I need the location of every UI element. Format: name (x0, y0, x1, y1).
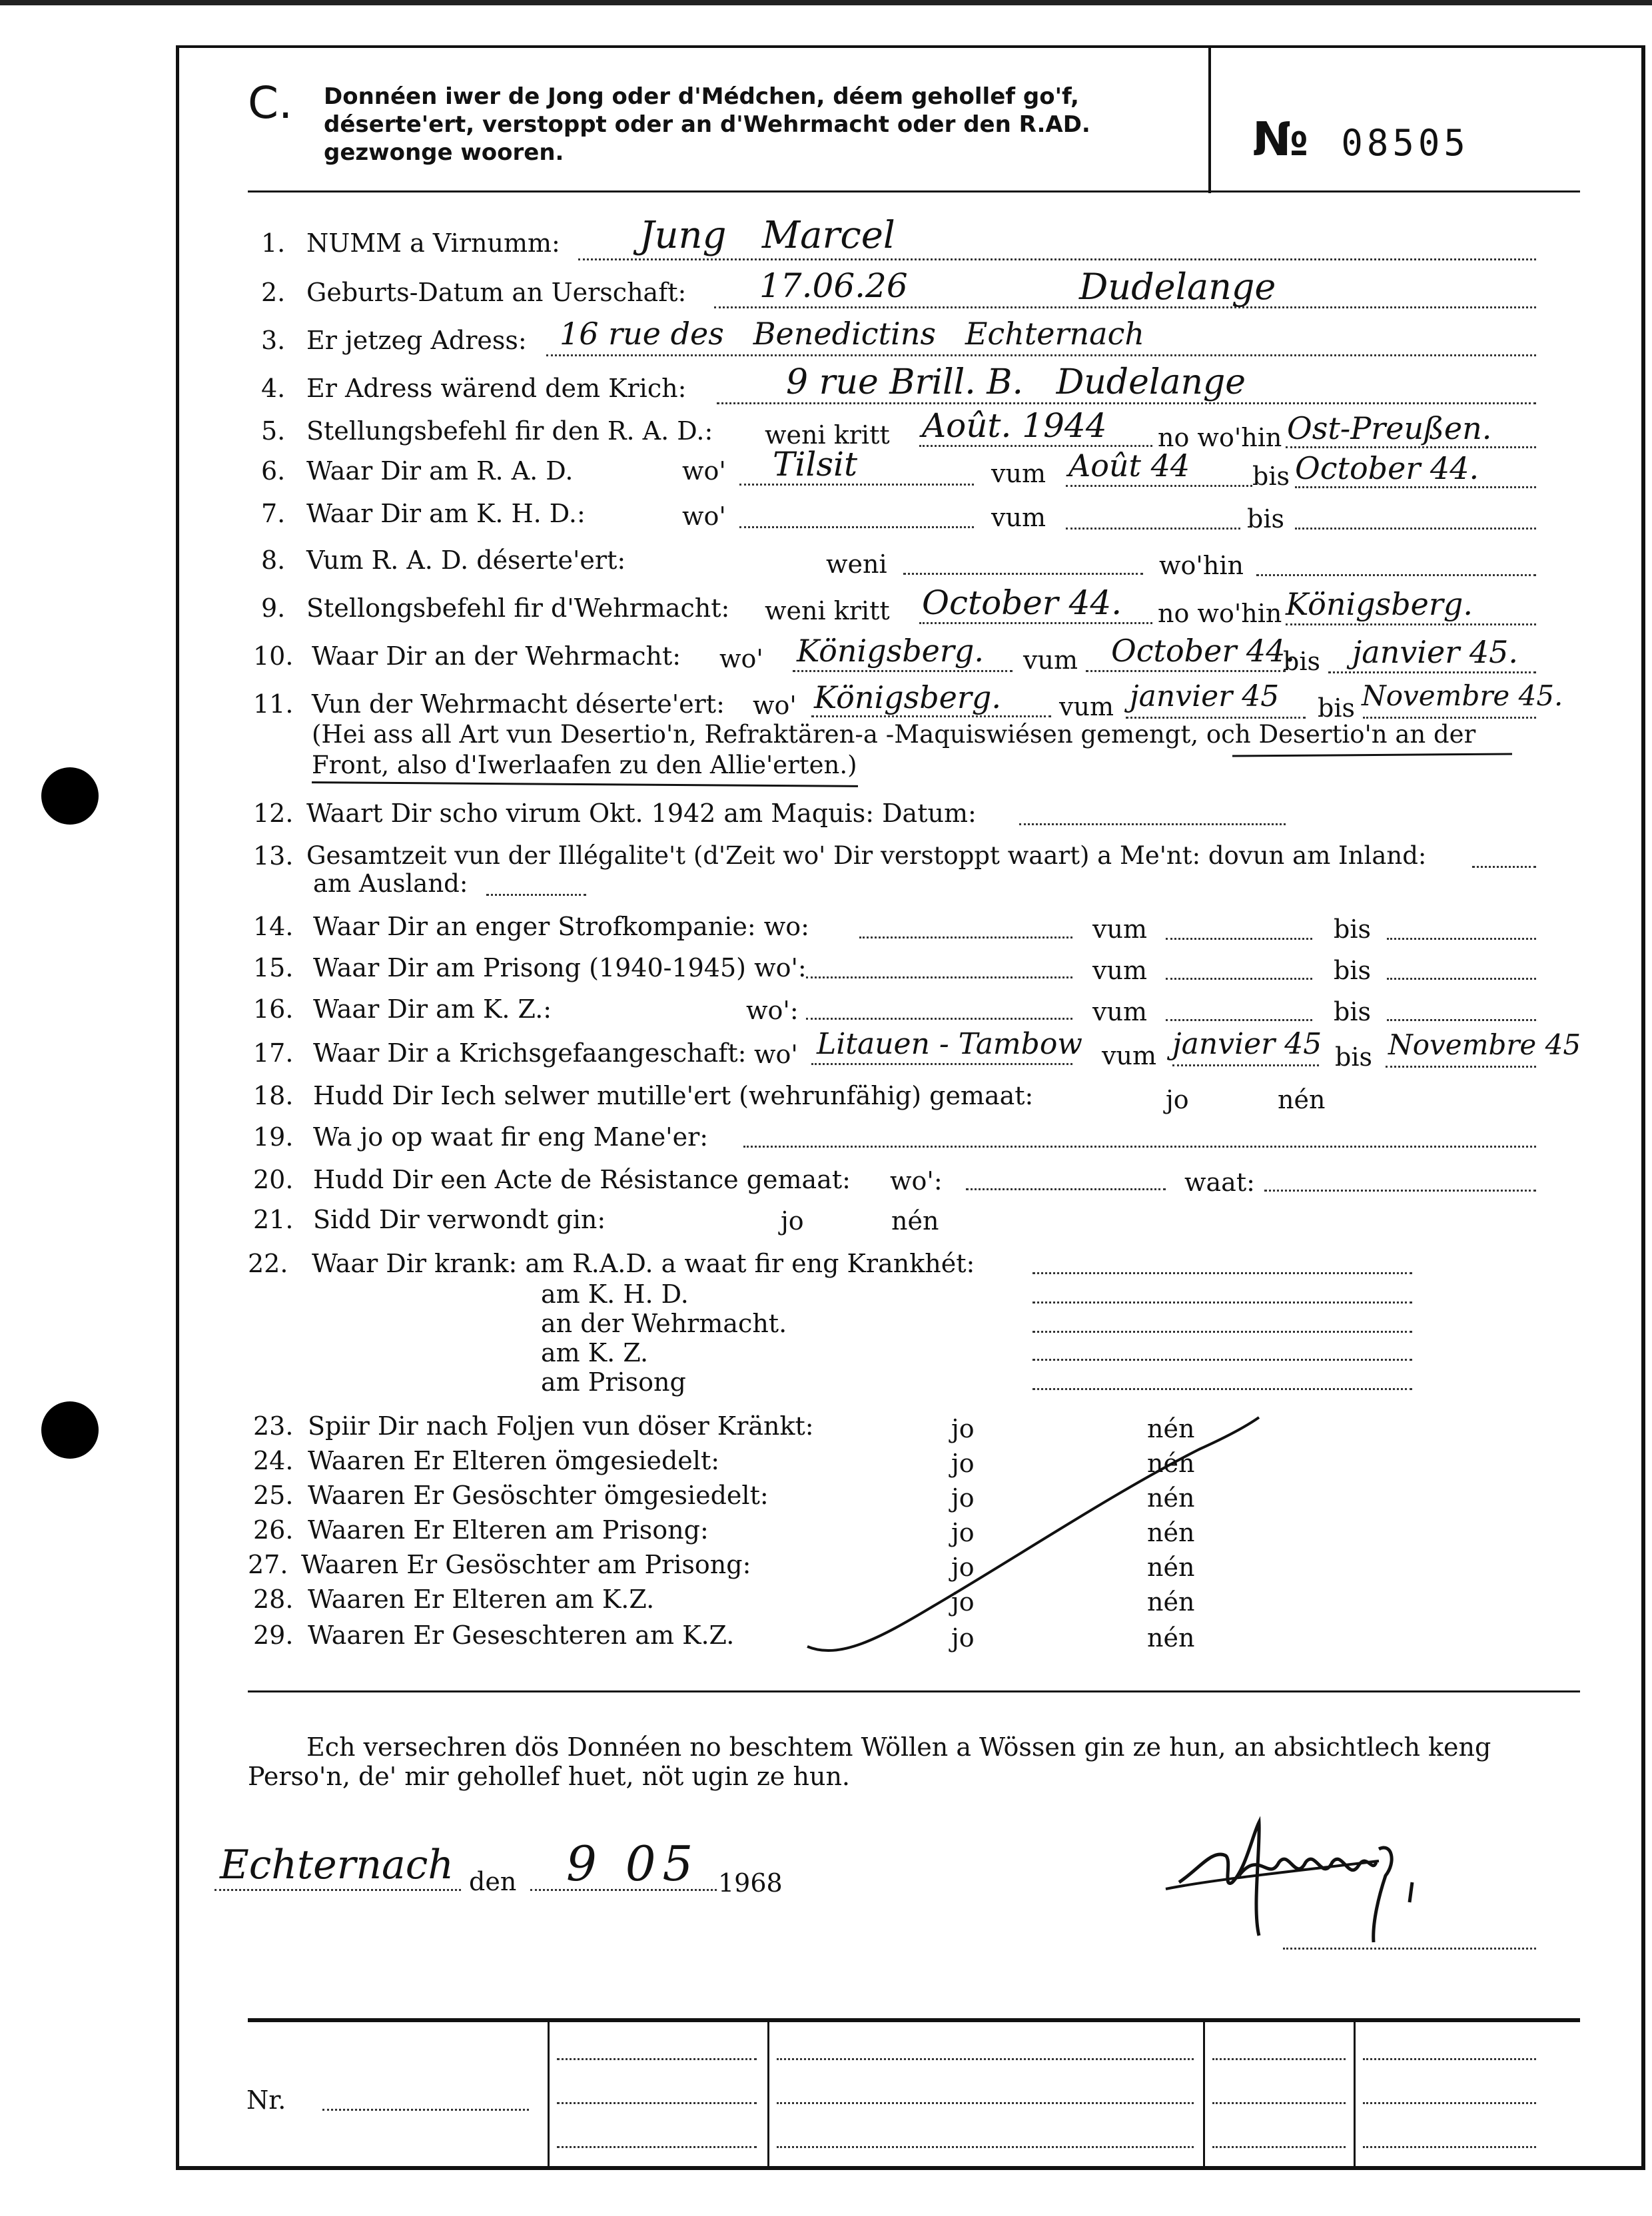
q9-weni-line (919, 622, 1152, 624)
q29-num: 29. (253, 1621, 294, 1650)
q20-wo-label: wo': (890, 1166, 943, 1196)
q11-bis-line (1363, 717, 1536, 719)
q24-label: Waaren Er Elteren ömgesiedelt: (308, 1446, 720, 1475)
q28-num: 28. (253, 1585, 294, 1614)
q24-jo: jo (951, 1449, 975, 1478)
q2-num: 2. (261, 278, 286, 307)
q12-label: Waart Dir scho virum Okt. 1942 am Maquis: Datum: (306, 799, 977, 828)
form-number-box (1252, 112, 1469, 167)
q11-wo: Königsberg. (814, 679, 1001, 715)
footer-c4-l2 (1212, 2102, 1346, 2104)
q10-bis: janvier 45. (1352, 634, 1519, 670)
q22-line-3 (1032, 1359, 1412, 1361)
q14-bis-line (1387, 938, 1536, 940)
q11-note-1: (Hei ass all Art vun Desertio'n, Refraktären-a -Maquiswiésen gemengt, och Desertio'n an der (312, 720, 1476, 749)
signature-place: Echternach (220, 1842, 454, 1888)
q29-nen: nén (1147, 1623, 1195, 1653)
q22-line-1 (1032, 1301, 1412, 1303)
q23-num: 23. (253, 1411, 294, 1441)
q15-vum-line (1166, 978, 1312, 980)
declaration-rule (248, 1690, 1580, 1692)
q8-label: Vum R. A. D. déserte'ert: (306, 546, 626, 575)
q25-num: 25. (253, 1481, 294, 1510)
q13-inland-line (1472, 866, 1536, 868)
q6-vum: Août 44 (1068, 448, 1190, 484)
q8-num: 8. (261, 546, 286, 575)
q9-wohin-label: no wo'hin (1158, 599, 1282, 628)
footer-nr-label: Nr. (246, 2085, 286, 2115)
q15-label: Waar Dir am Prisong (1940-1945) wo': (313, 953, 807, 982)
q11-wo-label: wo' (753, 691, 797, 720)
q4-label: Er Adress wärend dem Krich: (306, 374, 687, 403)
q26-nen: nén (1147, 1518, 1195, 1547)
q2-place: Dudelange (1079, 266, 1276, 308)
signature-year: 1968 (718, 1868, 783, 1898)
q7-num: 7. (261, 499, 286, 528)
form-number: 08505 (1341, 122, 1469, 164)
section-letter: C. (248, 77, 293, 129)
q23-jo: jo (951, 1414, 975, 1443)
q20-num: 20. (253, 1165, 294, 1194)
q7-vum-line (1066, 528, 1240, 530)
q22-line-4 (1032, 1388, 1412, 1390)
q1-line (578, 258, 1536, 260)
q15-num: 15. (253, 953, 294, 982)
q26-num: 26. (253, 1515, 294, 1545)
q29-jo: jo (951, 1623, 975, 1653)
q23-label: Spiir Dir nach Foljen vun döser Kränkt: (308, 1411, 814, 1441)
q1-label: NUMM a Virnumm: (306, 228, 560, 258)
top-edge-line (0, 0, 1652, 5)
q25-nen: nén (1147, 1483, 1195, 1513)
q17-wo-label: wo' (754, 1040, 798, 1069)
footer-c2-l3 (557, 2146, 757, 2148)
q16-wo-line (806, 1018, 1072, 1020)
q28-jo: jo (951, 1587, 975, 1617)
q22-line-0 (1032, 1272, 1412, 1274)
q6-bis: October 44. (1295, 450, 1479, 486)
q6-wo: Tilsit (773, 445, 858, 484)
q10-bis-label: bis (1283, 647, 1320, 676)
q16-num: 16. (253, 994, 294, 1024)
q20-waat-label: waat: (1184, 1168, 1255, 1197)
footer-c5-l3 (1363, 2146, 1536, 2148)
q8-weni-label: weni (826, 550, 887, 579)
q15-vum-label: vum (1092, 956, 1147, 985)
q13-label-2: am Ausland: (313, 869, 468, 898)
q18-num: 18. (253, 1081, 294, 1110)
q21-nen: nén (891, 1206, 939, 1236)
q17-vum-label: vum (1102, 1041, 1156, 1070)
q19-line (743, 1146, 1536, 1148)
q20-waat-line (1264, 1190, 1536, 1192)
q17-bis-line (1386, 1066, 1536, 1068)
q13-ausland-line (486, 894, 586, 896)
q4-num: 4. (261, 374, 286, 403)
place-line (214, 1889, 461, 1891)
q19-label: Wa jo op waat fir eng Mane'er: (313, 1122, 709, 1152)
q10-bis-line (1328, 671, 1536, 673)
q29-label: Waaren Er Geseschteren am K.Z. (308, 1621, 735, 1650)
q17-wo: Litauen - Tambow (817, 1027, 1082, 1061)
q28-nen: nén (1147, 1587, 1195, 1617)
q16-bis-line (1387, 1019, 1536, 1021)
q6-bis-line (1295, 486, 1536, 488)
q11-num: 11. (253, 689, 294, 719)
q6-wo-label: wo' (682, 456, 726, 486)
q27-nen: nén (1147, 1553, 1195, 1582)
footer-c2-l1 (557, 2058, 757, 2060)
signature-line (1283, 1948, 1536, 1950)
q3-num: 3. (261, 326, 286, 355)
q14-bis-label: bis (1334, 915, 1371, 944)
footer-rule-top (248, 2018, 1580, 2022)
declaration-line-1: Ech versechren dös Donnéen no beschtem Wöllen a Wössen gin ze hun, an absichtlech keng (306, 1732, 1491, 1762)
q2-label: Geburts-Datum an Uerschaft: (306, 278, 687, 307)
q14-label: Waar Dir an enger Strofkompanie: wo: (313, 912, 809, 941)
q14-vum-line (1166, 938, 1312, 940)
q15-bis-line (1387, 978, 1536, 980)
footer-c3-l3 (777, 2146, 1194, 2148)
q9-label: Stellongsbefehl fir d'Wehrmacht: (306, 593, 730, 623)
q19-num: 19. (253, 1122, 294, 1152)
footer-nr-line (322, 2109, 529, 2111)
q27-num: 27. (248, 1550, 288, 1579)
q3-label: Er jetzeg Adress: (306, 326, 527, 355)
q23-nen: nén (1147, 1414, 1195, 1443)
q22-num: 22. (248, 1249, 288, 1278)
number-sign: № (1252, 112, 1309, 167)
q9-weni-label: weni kritt (765, 596, 890, 625)
q14-num: 14. (253, 912, 294, 941)
cross-out-stroke (799, 1412, 1266, 1665)
footer-c4-l3 (1212, 2146, 1346, 2148)
q21-label: Sidd Dir verwondt gin: (313, 1205, 606, 1234)
q11-bis-label: bis (1318, 693, 1355, 723)
q1-value: Jung Marcel (639, 214, 895, 257)
footer-divider-1 (548, 2022, 550, 2166)
q15-wo-line (806, 976, 1072, 978)
q24-num: 24. (253, 1446, 294, 1475)
q6-wo-line (739, 484, 974, 486)
punch-hole-top (41, 767, 99, 825)
footer-c3-l1 (777, 2058, 1194, 2060)
q18-nen: nén (1278, 1085, 1326, 1114)
q28-label: Waaren Er Elteren am K.Z. (308, 1585, 655, 1614)
q18-jo: jo (1166, 1085, 1189, 1114)
q14-vum-label: vum (1092, 915, 1147, 944)
q16-label: Waar Dir am K. Z.: (313, 994, 552, 1024)
q14-wo-line (859, 936, 1072, 938)
q12-line (1019, 823, 1286, 825)
q10-wo-line (793, 670, 1013, 672)
footer-c5-l2 (1363, 2102, 1536, 2104)
q16-vum-label: vum (1092, 997, 1147, 1026)
q15-bis-label: bis (1334, 956, 1371, 985)
footer-c3-l2 (777, 2102, 1194, 2104)
footer-divider-2 (767, 2022, 769, 2166)
declaration-line-2: Perso'n, de' mir gehollef huet, nöt ugin ze hun. (248, 1762, 851, 1791)
q8-weni-line (903, 573, 1143, 575)
q6-bis-label: bis (1252, 462, 1290, 491)
q17-bis-label: bis (1335, 1042, 1372, 1072)
footer-c4-l1 (1212, 2058, 1346, 2060)
q10-num: 10. (253, 641, 294, 671)
q2-date: 17.06.26 (759, 266, 908, 305)
footer-divider-4 (1354, 2022, 1356, 2166)
q11-label: Vun der Wehrmacht déserte'ert: (312, 689, 725, 719)
q5-wohin-label: no wo'hin (1158, 423, 1282, 452)
q7-wo-line (739, 526, 974, 528)
q10-vum-label: vum (1023, 645, 1078, 675)
q7-vum-label: vum (991, 503, 1046, 532)
q9-wohin-line (1286, 623, 1536, 625)
q10-wo: Königsberg. (797, 633, 984, 669)
q22-sub-2: an der Wehrmacht. (541, 1309, 787, 1338)
q11-vum-label: vum (1059, 692, 1114, 721)
q10-label: Waar Dir an der Wehrmacht: (312, 641, 681, 671)
q8-wohin-line (1256, 574, 1536, 576)
q5-weni-label: weni kritt (765, 420, 890, 450)
q11-wo-line (811, 715, 1051, 717)
q22-sub-4: am Prisong (541, 1367, 686, 1397)
q11-vum-line (1126, 717, 1306, 719)
q9-num: 9. (261, 593, 286, 623)
footer-divider-3 (1203, 2022, 1205, 2166)
q25-label: Waaren Er Gesöschter ömgesiedelt: (308, 1481, 769, 1510)
q1-num: 1. (261, 228, 286, 258)
q17-num: 17. (253, 1038, 294, 1068)
q27-jo: jo (951, 1553, 975, 1582)
q17-vum-line (1172, 1064, 1319, 1066)
q24-nen: nén (1147, 1449, 1195, 1478)
q7-bis-label: bis (1247, 504, 1284, 534)
q16-vum-line (1166, 1019, 1312, 1021)
q4-value: 9 rue Brill. B. Dudelange (786, 362, 1246, 402)
q21-jo: jo (781, 1206, 804, 1236)
q9-weni: October 44. (922, 583, 1122, 622)
q7-bis-line (1295, 528, 1536, 530)
q11-vum: janvier 45 (1130, 679, 1280, 713)
signature-date: 9 05 (566, 1836, 700, 1892)
q4-line (717, 402, 1536, 404)
footer-c5-l1 (1363, 2058, 1536, 2060)
q3-line (546, 354, 1536, 356)
q10-wo-label: wo' (719, 644, 763, 673)
q10-vum-line (1086, 670, 1286, 672)
q11-bis: Novembre 45. (1362, 679, 1563, 712)
q3-value: 16 rue des Benedictins Echternach (560, 316, 1144, 352)
q17-wo-line (811, 1063, 1072, 1065)
q5-wohin-line (1286, 446, 1536, 448)
header-divider-vertical (1208, 45, 1211, 193)
q27-label: Waaren Er Gesöschter am Prisong: (301, 1550, 751, 1579)
q6-vum-label: vum (991, 459, 1046, 488)
q6-vum-line (1066, 485, 1252, 487)
q26-label: Waaren Er Elteren am Prisong: (308, 1515, 709, 1545)
q9-wohin: Königsberg. (1286, 586, 1473, 622)
q18-label: Hudd Dir Iech selwer mutille'ert (wehrunfähig) gemaat: (313, 1081, 1034, 1110)
q8-wohin-label: wo'hin (1159, 551, 1244, 580)
q12-num: 12. (253, 799, 294, 828)
punch-hole-bottom (41, 1401, 99, 1459)
q5-wohin: Ost-Preußen. (1287, 410, 1492, 446)
q7-wo-label: wo' (682, 502, 726, 531)
q20-wo-line (966, 1188, 1166, 1190)
q6-num: 6. (261, 456, 286, 486)
q6-label: Waar Dir am R. A. D. (306, 456, 574, 486)
q22-label: Waar Dir krank: am R.A.D. a waat fir eng Krankhét: (312, 1249, 975, 1278)
q20-label: Hudd Dir een Acte de Résistance gemaat: (313, 1165, 851, 1194)
q16-wo-label: wo': (746, 996, 799, 1025)
q5-weni-line (919, 445, 1152, 447)
den-label: den (469, 1867, 517, 1896)
q5-num: 5. (261, 416, 286, 446)
q21-num: 21. (253, 1205, 294, 1234)
q22-sub-1: am K. H. D. (541, 1280, 689, 1309)
q17-bis: Novembre 45 (1388, 1028, 1581, 1061)
q13-label: Gesamtzeit vun der Illégalite't (d'Zeit wo' Dir verstoppt waart) a Me'nt: dovun am Inland: (306, 841, 1427, 870)
q13-num: 13. (253, 841, 294, 871)
q22-sub-3: am K. Z. (541, 1338, 649, 1367)
footer-c2-l2 (557, 2102, 757, 2104)
q16-bis-label: bis (1334, 997, 1371, 1026)
header-divider-horizontal (248, 190, 1580, 192)
q10-vum: October 44. (1111, 633, 1296, 669)
q5-label: Stellungsbefehl fir den R. A. D.: (306, 416, 713, 446)
signature (1159, 1809, 1439, 1949)
q22-line-2 (1032, 1331, 1412, 1333)
q11-note-2: Front, also d'Iwerlaafen zu den Allie'erten.) (312, 751, 857, 779)
q5-weni: Août. 1944 (922, 406, 1107, 445)
q25-jo: jo (951, 1483, 975, 1513)
q17-vum: janvier 45 (1172, 1027, 1322, 1061)
q17-label: Waar Dir a Krichsgefaangeschaft: (313, 1038, 747, 1068)
header-title: Donnéen iwer de Jong oder d'Médchen, déem gehollef go'f, déserte'ert, verstoppt oder an d'Wehrmacht oder den R.AD. gezwonge wooren. (324, 83, 1090, 166)
q7-label: Waar Dir am K. H. D.: (306, 499, 586, 528)
q26-jo: jo (951, 1518, 975, 1547)
